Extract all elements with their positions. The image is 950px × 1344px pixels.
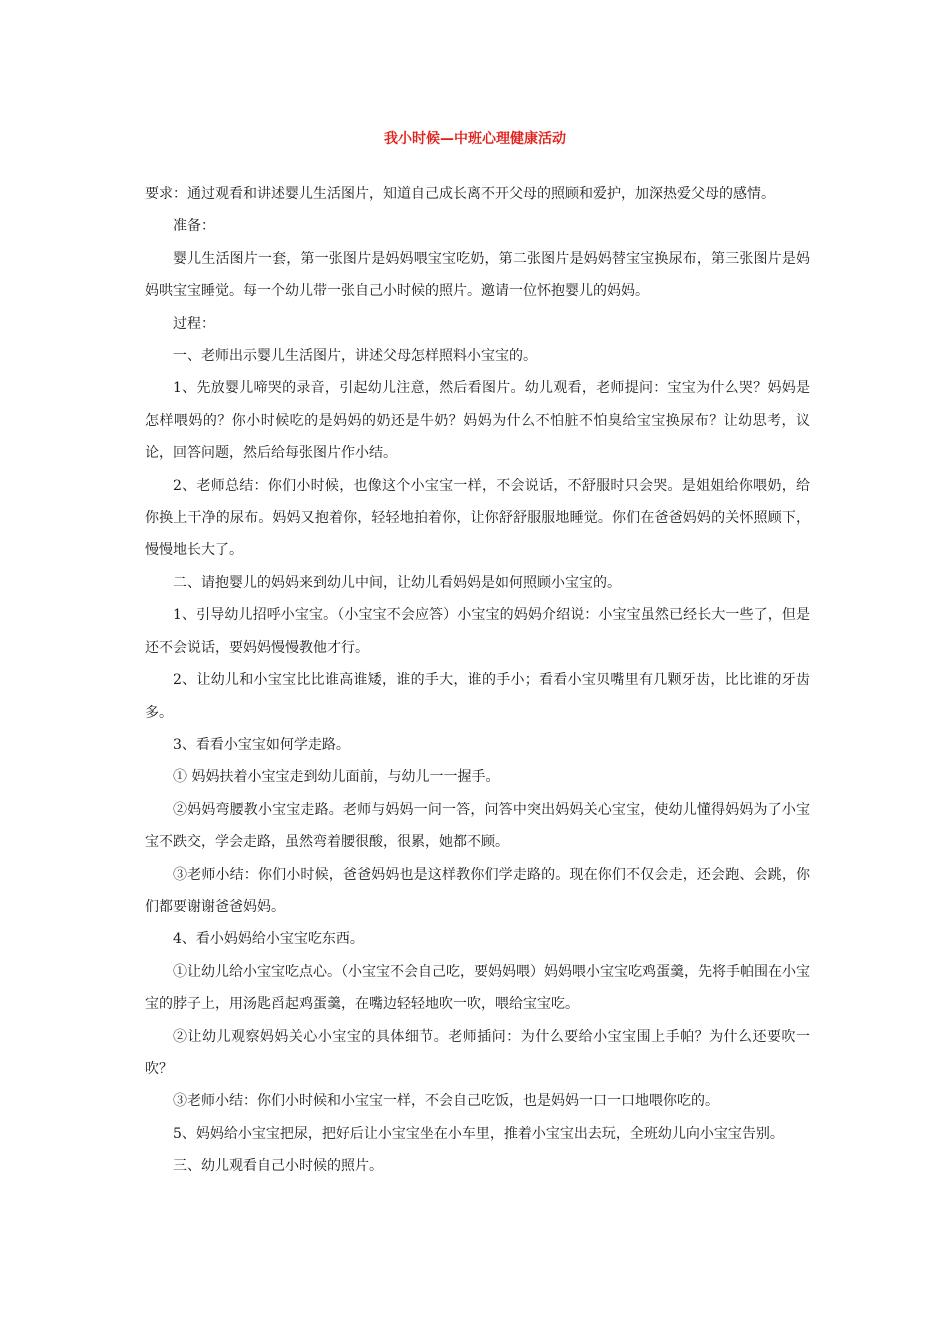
paragraph-2-4-b: ②让幼儿观察妈妈关心小宝宝的具体细节。老师插问：为什么要给小宝宝围上手帕？为什么还要吹一吹？ — [145, 1028, 810, 1077]
paragraph-2-3-c: ③老师小结：你们小时候，爸爸妈妈也是这样教你们学走路的。现在你们不仅会走，还会跑、会跳，你们都要谢谢爸爸妈妈。 — [145, 866, 810, 915]
paragraph-2-5: 5、妈妈给小宝宝把尿，把好后让小宝宝坐在小车里，推着小宝宝出去玩，全班幼儿向小宝宝告别。 — [173, 1125, 784, 1142]
paragraph-2-1: 1、引导幼儿招呼小宝宝。（小宝宝不会应答）小宝宝的妈妈介绍说：小宝宝虽然已经长大一些了，但是还不会说话，要妈妈慢慢教他才行。 — [145, 607, 810, 656]
paragraph-preparation-heading: 准备： — [173, 218, 215, 235]
paragraph-1-2: 2、老师总结：你们小时候，也像这个小宝宝一样，不会说话，不舒服时只会哭。是姐姐给你喂奶，给你换上干净的尿布。妈妈又抱着你，轻轻地拍着你，让你舒舒服服地睡觉。你们在爸爸妈妈的关怀照顾下，慢慢地长大了。 — [145, 477, 810, 559]
document-body — [145, 178, 810, 1183]
paragraph-section-3: 三、幼儿观看自己小时候的照片。 — [173, 1158, 383, 1175]
paragraph-section-2: 二、请抱婴儿的妈妈来到幼儿中间，让幼儿看妈妈是如何照顾小宝宝的。 — [173, 574, 621, 591]
paragraph-2-2: 2、让幼儿和小宝宝比比谁高谁矮，谁的手大，谁的手小；看看小宝贝嘴里有几颗牙齿，比比谁的牙齿多。 — [145, 672, 810, 721]
paragraph-2-4-a: ①让幼儿给小宝宝吃点心。（小宝宝不会自己吃，要妈妈喂）妈妈喂小宝宝吃鸡蛋羹，先将手帕围在小宝宝的脖子上，用汤匙舀起鸡蛋羹，在嘴边轻轻地吹一吹，喂给宝宝吃。 — [145, 963, 810, 1013]
paragraph-2-3-a: ① 妈妈扶着小宝宝走到幼儿面前，与幼儿一一握手。 — [173, 769, 500, 786]
document-title: 我小时候—中班心理健康活动 — [384, 131, 566, 147]
paragraph-requirement: 要求：通过观看和讲述婴儿生活图片，知道自己成长离不开父母的照顾和爱护，加深热爱父母的感情。 — [145, 186, 775, 202]
paragraph-2-3: 3、看看小宝宝如何学走路。 — [173, 736, 350, 753]
paragraph-2-4-c: ③老师小结：你们小时候和小宝宝一样，不会自己吃饭，也是妈妈一口一口地喂你吃的。 — [173, 1093, 719, 1110]
paragraph-preparation: 婴儿生活图片一套，第一张图片是妈妈喂宝宝吃奶，第二张图片是妈妈替宝宝换尿布，第三张图片是妈妈哄宝宝睡觉。每一个幼儿带一张自己小时候的照片。邀请一位怀抱婴儿的妈妈。 — [145, 250, 810, 300]
paragraph-1-1: 1、先放婴儿啼哭的录音，引起幼儿注意，然后看图片。幼儿观看，老师提问：宝宝为什么哭？妈妈是怎样喂妈的？你小时候吃的是妈妈的奶还是牛奶？妈妈为什么不怕脏不怕臭给宝宝换尿布？让幼思考，议论，回答问题，然后给每张图片作小结。 — [145, 380, 810, 462]
paragraph-2-3-b: ②妈妈弯腰教小宝宝走路。老师与妈妈一问一答，问答中突出妈妈关心宝宝，使幼儿懂得妈妈为了小宝宝不跌交，学会走路，虽然弯着腰很酸，很累，她都不顾。 — [145, 801, 810, 851]
paragraph-2-4: 4、看小妈妈给小宝宝吃东西。 — [173, 931, 364, 948]
paragraph-process-heading: 过程： — [173, 315, 215, 332]
paragraph-section-1: 一、老师出示婴儿生活图片，讲述父母怎样照料小宝宝的。 — [173, 348, 537, 365]
